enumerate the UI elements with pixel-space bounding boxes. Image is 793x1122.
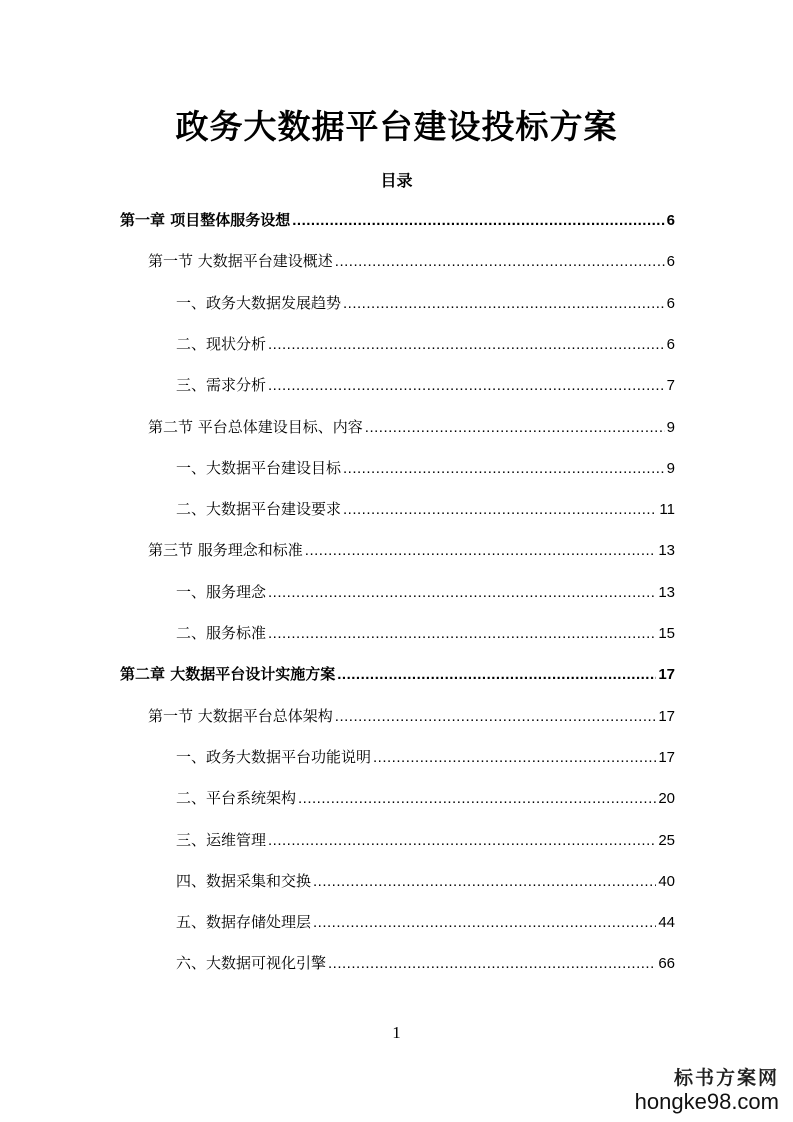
toc-entry-page: 20	[658, 790, 675, 808]
toc-entry-page: 6	[666, 294, 675, 312]
toc-heading: 目录	[380, 171, 413, 190]
toc-dot-leader	[313, 908, 656, 938]
toc-dot-leader	[337, 660, 656, 690]
toc-entry-title: 二、服务标准	[176, 624, 267, 642]
toc-entry-title: 第一章 项目整体服务设想	[120, 211, 291, 229]
toc-dot-leader	[298, 784, 656, 814]
toc-entry-page: 17	[658, 666, 675, 684]
toc-entry[interactable]	[148, 246, 675, 276]
toc-entry-page: 25	[658, 831, 675, 849]
toc-entry[interactable]	[176, 742, 675, 772]
toc-dot-leader	[373, 743, 656, 773]
toc-entry-title: 二、平台系统架构	[176, 789, 297, 808]
toc-entry[interactable]	[176, 288, 675, 318]
toc-entry[interactable]	[120, 205, 675, 235]
toc-entry-title: 三、运维管理	[176, 830, 267, 849]
toc-entry-title: 一、服务理念	[176, 582, 267, 601]
toc-entry-page: 44	[658, 914, 675, 932]
toc-entry-title: 第一节 大数据平台建设概述	[148, 252, 333, 271]
toc-entry-page: 6	[666, 253, 675, 271]
toc-dot-leader	[268, 371, 665, 401]
toc-dot-leader	[313, 867, 656, 897]
toc-entry-page: 9	[666, 459, 675, 477]
toc-entry[interactable]	[176, 825, 675, 855]
toc-entry-title: 六、大数据可视化引擎	[176, 954, 327, 973]
toc-entry-title: 一、大数据平台建设目标	[176, 458, 342, 477]
toc-dot-leader	[343, 495, 657, 525]
toc-dot-leader	[268, 330, 665, 360]
toc-entry-page: 11	[659, 501, 675, 519]
page-number: 1	[392, 1023, 401, 1042]
toc-dot-leader	[268, 826, 656, 856]
toc-entry-page: 13	[658, 542, 675, 560]
toc-entry[interactable]	[176, 453, 675, 483]
toc-dot-leader	[292, 206, 664, 236]
toc-entry-title: 五、数据存储处理层	[176, 913, 312, 932]
toc-entry[interactable]	[120, 659, 675, 689]
toc-entry-title: 二、大数据平台建设要求	[176, 500, 342, 519]
toc-entry[interactable]	[148, 535, 675, 565]
toc-entry-page: 40	[658, 872, 675, 890]
toc-entry[interactable]	[176, 370, 675, 400]
toc-entry-title: 第三节 服务理念和标准	[148, 541, 303, 560]
toc-entry-page: 13	[658, 583, 675, 601]
toc-entry-page: 17	[658, 748, 675, 766]
site-watermark	[635, 1066, 779, 1114]
toc-entry-title: 一、政务大数据平台功能说明	[176, 747, 372, 766]
toc-entry-title: 二、现状分析	[176, 334, 267, 353]
toc-entry-page: 9	[666, 418, 675, 436]
toc-dot-leader	[328, 949, 656, 979]
toc-entry-page: 17	[658, 707, 675, 725]
toc-entry[interactable]	[176, 907, 675, 937]
toc-entry[interactable]	[176, 618, 675, 648]
toc-entry[interactable]	[148, 412, 675, 442]
toc-entry-page: 66	[658, 955, 675, 973]
toc-dot-leader	[335, 247, 665, 277]
toc-entry-title: 第一节 大数据平台总体架构	[148, 706, 333, 725]
document-title: 政务大数据平台建设投标方案	[175, 107, 618, 146]
toc-dot-leader	[343, 289, 665, 319]
toc-entry[interactable]	[148, 701, 675, 731]
toc-entry-title: 第二章 大数据平台设计实施方案	[120, 665, 336, 684]
toc-entry[interactable]	[176, 783, 675, 813]
toc-entry-title: 第二节 平台总体建设目标、内容	[148, 417, 363, 436]
toc-entry-page: 6	[666, 335, 675, 353]
toc-entry[interactable]	[176, 494, 675, 524]
toc-dot-leader	[343, 454, 665, 484]
toc-entry[interactable]	[176, 329, 675, 359]
toc-entry[interactable]	[176, 866, 675, 896]
toc-entry-title: 一、政务大数据发展趋势	[176, 293, 342, 312]
watermark-url: hongke98.com	[634, 1089, 779, 1114]
toc-entry-page: 6	[666, 212, 675, 229]
toc-entry-page: 7	[666, 377, 675, 395]
toc-entry[interactable]	[176, 577, 675, 607]
toc-dot-leader	[268, 578, 656, 608]
toc-dot-leader	[335, 702, 657, 732]
toc-dot-leader	[268, 619, 656, 649]
toc-entry-title: 四、数据采集和交换	[176, 871, 312, 890]
toc-entry[interactable]	[176, 948, 675, 978]
toc-dot-leader	[305, 536, 657, 566]
toc-entry-page: 15	[658, 625, 675, 642]
toc-dot-leader	[365, 413, 665, 443]
watermark-name: 标书方案网	[673, 1067, 779, 1089]
toc-entry-title: 三、需求分析	[176, 376, 267, 395]
